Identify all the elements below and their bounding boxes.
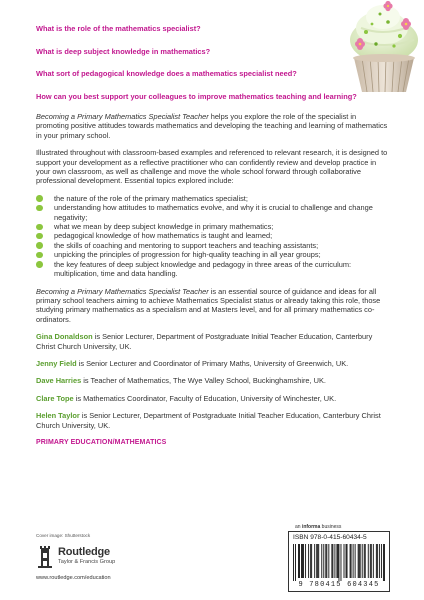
publisher-subtitle: Taylor & Francis Group bbox=[58, 559, 116, 565]
question-1: What is the role of the mathematics specialist? bbox=[36, 24, 201, 33]
barcode-bar bbox=[359, 544, 360, 578]
list-item-text: the skills of coaching and mentoring to support teachers and teaching assistants; bbox=[54, 240, 319, 250]
question-4: How can you best support your colleagues to improve mathematics teaching and learning? bbox=[36, 91, 357, 101]
barcode-bar bbox=[383, 544, 384, 581]
barcode-digits: 9 780415 604345 bbox=[298, 581, 380, 589]
barcode-bar bbox=[371, 544, 372, 578]
question-3: What sort of pedagogical knowledge does a mathematics specialist need? bbox=[36, 69, 297, 78]
informa-suffix: business bbox=[320, 524, 342, 530]
intro-text: helps you explore the role of the specialist in promoting positive attitudes towards mathematics and developing the teaching and learning of mathematics in your primary school. bbox=[36, 112, 388, 140]
barcode-bar bbox=[311, 544, 312, 578]
barcode-bar bbox=[358, 544, 359, 578]
barcode-bar bbox=[328, 544, 329, 578]
barcode-bar bbox=[381, 544, 382, 578]
bullet-dot-icon bbox=[36, 252, 43, 259]
list-item bbox=[36, 203, 388, 222]
barcode-bar bbox=[362, 544, 363, 578]
barcode-bar bbox=[302, 544, 303, 578]
topics-list bbox=[36, 194, 388, 279]
bullet-dot-icon bbox=[36, 261, 43, 268]
barcode-bar bbox=[368, 544, 369, 578]
list-item bbox=[36, 250, 388, 259]
list-item bbox=[36, 241, 388, 250]
barcode-bar bbox=[347, 544, 348, 578]
questions-block bbox=[36, 24, 376, 101]
bullet-dot-icon bbox=[36, 224, 43, 231]
informa-credit bbox=[295, 524, 341, 530]
author-entry bbox=[36, 359, 388, 368]
list-item bbox=[36, 222, 388, 231]
barcode-bar bbox=[346, 544, 347, 578]
list-item-text: the key features of deep subject knowledge and pedagogy in three areas of the curriculum: multiplication, time and data handling. bbox=[54, 259, 352, 279]
paragraph-2: Illustrated throughout with classroom-based examples and referenced to relevant research, it is designed to support your development as a reflective practitioner who can confidently review and develop practice in your own classroom, as well as challenge and move the whole school forward through collaborative professional development. Essential topics explored include: bbox=[36, 148, 388, 186]
publisher-logo bbox=[36, 544, 156, 572]
barcode-bar bbox=[365, 544, 366, 578]
barcode-bar bbox=[295, 544, 296, 581]
barcode-bar bbox=[360, 544, 361, 578]
barcode-bar bbox=[376, 544, 377, 578]
author-entry bbox=[36, 376, 388, 385]
barcode-bar bbox=[336, 544, 337, 578]
informa-brand: informa bbox=[301, 524, 321, 530]
barcode-bar bbox=[384, 544, 385, 581]
barcode-bar bbox=[317, 544, 318, 578]
author-bio: is Teacher of Mathematics, The Wye Valley School, Buckinghamshire, UK. bbox=[81, 376, 326, 386]
barcode-bar bbox=[364, 544, 365, 578]
list-item-text: unpicking the principles of progression for high-quality teaching in all year groups; bbox=[54, 250, 321, 260]
barcode-bar bbox=[334, 544, 335, 578]
barcode-bar bbox=[351, 544, 352, 578]
author-name: Helen Taylor bbox=[36, 411, 80, 421]
barcode-bar bbox=[350, 544, 351, 578]
barcode-bar bbox=[332, 544, 333, 578]
list-item bbox=[36, 194, 388, 203]
question-2: What is deep subject knowledge in mathematics? bbox=[36, 46, 211, 56]
closing-paragraph bbox=[36, 287, 388, 325]
barcode-bar bbox=[303, 544, 304, 578]
informa-prefix: an bbox=[295, 524, 302, 530]
cupcake-image bbox=[336, 0, 424, 96]
author-name: Jenny Field bbox=[36, 358, 77, 368]
barcode-bar bbox=[377, 544, 378, 578]
intro-paragraph bbox=[36, 112, 388, 140]
barcode-bar bbox=[299, 544, 300, 578]
bullet-dot-icon bbox=[36, 205, 43, 212]
barcode-bar bbox=[338, 544, 339, 581]
list-item-text: understanding how attitudes to mathematics evolve, and why it is crucial to challenge and change negativity; bbox=[54, 203, 373, 222]
description bbox=[36, 112, 388, 447]
list-item-text: pedagogical knowledge of how mathematics is taught and learned; bbox=[54, 231, 273, 241]
barcode-bar bbox=[355, 544, 356, 578]
barcode-bar bbox=[321, 544, 322, 578]
isbn-barcode-block bbox=[288, 531, 390, 592]
barcode-bar bbox=[318, 544, 319, 578]
isbn-number: ISBN 978-0-415-60434-5 bbox=[293, 534, 367, 541]
barcode-bar bbox=[305, 544, 306, 578]
barcode-bar bbox=[341, 544, 342, 581]
bullet-dot-icon bbox=[36, 242, 43, 249]
list-item bbox=[36, 231, 388, 240]
barcode-bar bbox=[298, 544, 299, 578]
bullet-dot-icon bbox=[36, 195, 43, 202]
closing-text: is an essential source of guidance and ideas for all primary school teachers aiming to achieve Mathematics Specialist status or already taking this role, those studying primary mathematics as a specialism and at Masters level, and for all primary mathematics co-ordinators. bbox=[36, 286, 381, 324]
barcode-bar bbox=[370, 544, 371, 578]
author-entry bbox=[36, 394, 388, 403]
bullet-dot-icon bbox=[36, 233, 43, 240]
barcode-bar bbox=[331, 544, 332, 578]
intro-book-title: Becoming a Primary Mathematics Specialist Teacher bbox=[36, 112, 209, 121]
barcode-bar bbox=[310, 544, 311, 578]
barcode-bar bbox=[323, 544, 324, 578]
publisher-name: Routledge bbox=[58, 546, 110, 558]
barcode-bar bbox=[326, 544, 327, 578]
routledge-tower-icon bbox=[36, 545, 54, 569]
cover-credit: Cover image: Shutterstock bbox=[36, 533, 91, 538]
author-name: Clare Tope bbox=[36, 393, 74, 403]
author-name: Gina Donaldson bbox=[36, 332, 93, 342]
closing-book-title: Becoming a Primary Mathematics Specialist Teacher bbox=[36, 286, 209, 296]
barcode-bar bbox=[325, 544, 326, 578]
author-name: Dave Harries bbox=[36, 376, 82, 386]
barcode-bar bbox=[293, 544, 294, 581]
barcode-bar bbox=[337, 544, 338, 578]
author-entry bbox=[36, 332, 388, 351]
barcode-bar bbox=[301, 544, 302, 578]
author-bio: is Senior Lecturer, Department of Postgraduate Initial Teacher Education, Canterbury Christ Church University, UK. bbox=[36, 332, 373, 351]
list-item bbox=[36, 260, 388, 279]
barcode-bar bbox=[353, 544, 354, 578]
author-bio: is Senior Lecturer and Coordinator of Primary Maths, University of Greenwich, UK. bbox=[76, 358, 349, 368]
list-item-text: the nature of the role of the primary mathematics specialist; bbox=[54, 193, 248, 203]
barcode-bar bbox=[379, 544, 380, 578]
list-item-text: what we mean by deep subject knowledge in primary mathematics; bbox=[54, 222, 274, 232]
author-bio: is Mathematics Coordinator, Faculty of Education, University of Winchester, UK. bbox=[73, 393, 337, 403]
author-bio: is Senior Lecturer, Department of Postgraduate Initial Teacher Education, Canterbury Christ Church University, UK. bbox=[36, 411, 381, 430]
subject-category: PRIMARY EDUCATION/MATHEMATICS bbox=[36, 438, 167, 446]
barcode-bar bbox=[314, 544, 315, 578]
barcode-image bbox=[293, 544, 385, 581]
publisher-website[interactable]: www.routledge.com/education bbox=[36, 575, 111, 581]
barcode-bar bbox=[308, 544, 309, 578]
barcode-bar bbox=[316, 544, 317, 578]
barcode-bar bbox=[344, 544, 345, 578]
barcode-bar bbox=[373, 544, 374, 578]
author-entry bbox=[36, 411, 388, 430]
